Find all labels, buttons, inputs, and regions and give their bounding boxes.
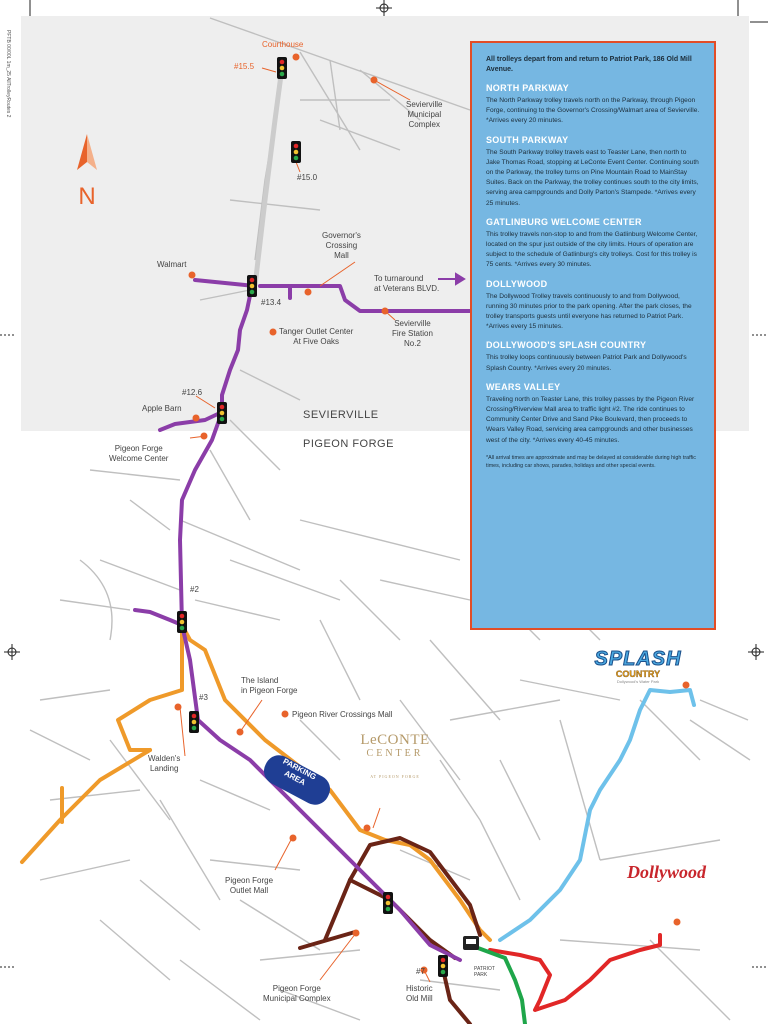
label-pf-outlet-mall: Pigeon Forge Outlet Mall [225,876,274,895]
label-tl-15-0: #15.0 [297,173,318,182]
section-body-gatlinburg: This trolley travels non-stop to and from the Gatlinburg Welcome Center, located on the spur just outside of the city limits. Hours of operation are subject to the schedule of Gatlinburg's city trolleys. Cost for this trolley is 75 cents. *Arrives every 30 minutes. [486,230,698,269]
label-turnaround: To turnaround at Veterans BLVD. [374,274,440,293]
label-fire-station: Sevierville Fire Station No.2 [392,319,433,348]
splash-country-logo [590,648,686,685]
label-pigeon-river-crossings: Pigeon River Crossings Mall [292,710,393,719]
label-tanger-outlet: Tanger Outlet Center At Five Oaks [279,327,354,346]
route-red [490,935,660,1010]
section-title-wears-valley: WEARS VALLEY [486,381,561,392]
splash-line1: SPLASH [594,648,682,670]
splash-line3: Dollywood's Water Park [616,679,660,684]
label-parking-area: PARKING AREA [281,756,318,788]
info-intro: All trolleys depart from and return to Patriot Park, 186 Old Mill Avenue. [486,56,692,73]
route-blue [500,690,694,940]
section-body-splash-country: This trolley loops continuously between Patriot Park and Dollywood's Splash Country. *Arrives every 20 minutes. [486,354,687,372]
leconte-line3: AT PIGEON FORGE [370,774,420,779]
label-sevierville: SEVIERVILLE [303,409,379,421]
label-tl-12-6: #12.6 [182,388,203,397]
label-governors-crossing: Governor's Crossing Mall [322,231,361,260]
section-body-dollywood: The Dollywood Trolley travels continuously to and from Dollywood, running 30 minutes prior to the park opening. After the park closes, the trolley transports guests until everyone has returned to Patriot Park. *Arrives every 15 minutes. [486,292,692,331]
label-tl-15-5: #15.5 [234,62,255,71]
label-apple-barn: Apple Barn [142,404,182,413]
leconte-line2: CENTER [366,748,424,759]
compass-letter: N [78,183,96,210]
print-code: PFTB 00/00L 1m_25 AllTrolleyRoutes 2 [5,30,11,118]
label-sevierville-municipal: Sevierville Municipal Complex [406,100,443,129]
label-pf-municipal-complex: Pigeon Forge Municipal Complex [263,984,331,1003]
label-waldens-landing: Walden's Landing [148,754,181,773]
route-green [478,948,525,1024]
info-footnote: *All arrival times are approximate and may be delayed at considerable during high traffic times, including car shows, parades, holidays and other special events. [486,454,696,469]
label-patriot-park: PATRIOT PARK [474,966,495,978]
dollywood-logo: Dollywood [627,862,706,882]
section-body-wears-valley: Traveling north on Teaster Lane, this trolley passes by the Pigeon River Crossing/Riverview Mall area to traffic light #2. The ride continues to Community Center Drive and Sand Pike Boulevard, then proceeds to Wears Valley Road, servicing area campgrounds and other businesses west of the city. *Arrives every 40-45 minutes. [486,395,695,444]
label-the-island: The Island in Pigeon Forge [241,676,298,695]
label-pf-welcome-center: Pigeon Forge Welcome Center [109,444,169,463]
label-pigeon-forge: PIGEON FORGE [303,438,394,450]
section-title-south-parkway: SOUTH PARKWAY [486,134,569,145]
section-body-north-parkway: The North Parkway trolley travels north on the Parkway, through Pigeon Forge, continuing to the Governor's Crossing/Walmart area of Sevierville. *Arrives every 20 minutes. [486,97,700,125]
section-title-splash-country: DOLLYWOOD'S SPLASH COUNTRY [486,340,647,351]
label-tl-7: #7 [416,967,425,976]
label-tl-2: #2 [190,585,199,594]
label-tl-3: #3 [199,693,208,702]
section-title-gatlinburg: GATLINBURG WELCOME CENTER [486,216,642,227]
section-body-south-parkway: The South Parkway trolley travels east to Teaster Lane, then north to Jake Thomas Road, stopping at LeConte Event Center. Continuing south on the Parkway, the trolley turns on Pine Mountain Road to MainStay Suites. Back on the Parkway, the trolley continues south to the city limits, serving area campgrounds and Dolly Parton's Stampede. *Arrives every 25 minutes. [486,148,699,207]
label-walmart: Walmart [157,260,187,269]
section-title-north-parkway: NORTH PARKWAY [486,83,569,93]
leconte-center-logo [353,732,437,779]
label-tl-13-4: #13.4 [261,298,282,307]
trolley-bus-icon [463,936,479,950]
section-title-dollywood: DOLLYWOOD [486,278,548,289]
route-info-panel [470,41,716,630]
leconte-line1: LeCONTE [360,732,430,748]
label-historic-old-mill: Historic Old Mill [406,984,433,1003]
splash-line2: COUNTRY [615,669,661,679]
label-courthouse: Courthouse [262,40,304,49]
